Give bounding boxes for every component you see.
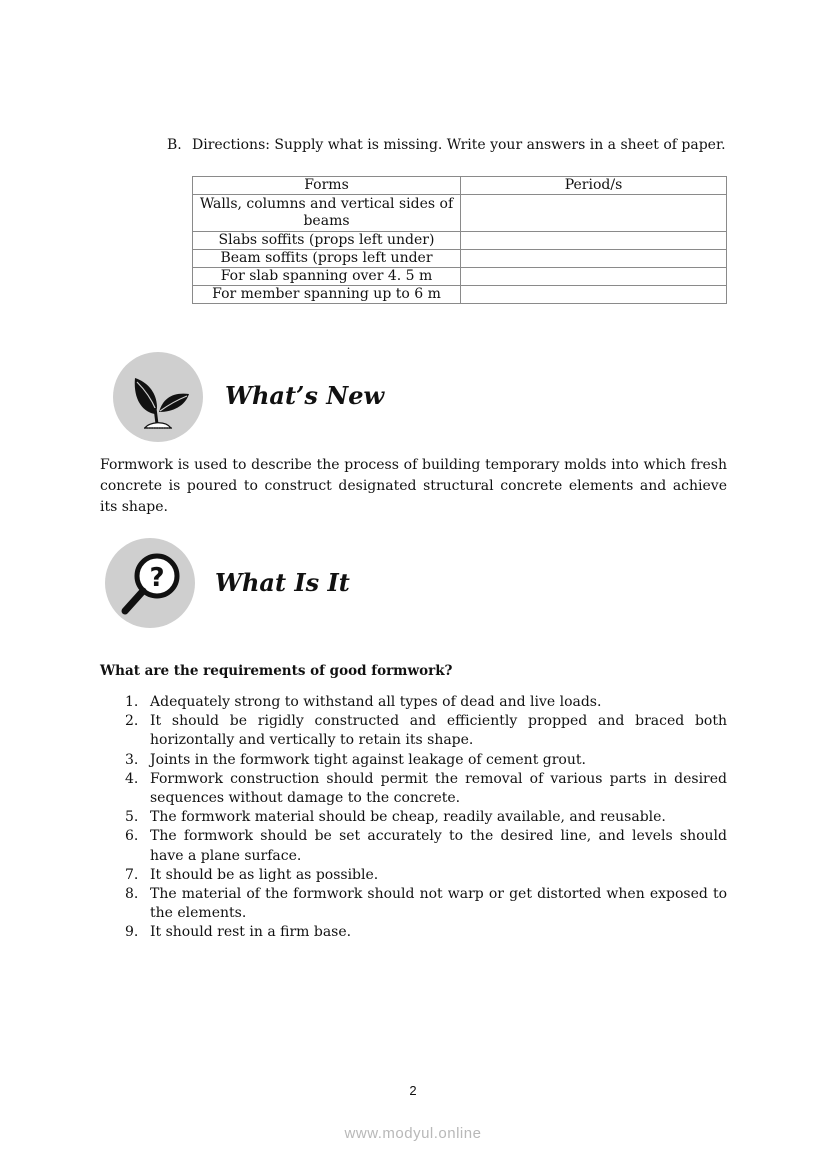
- item-text: Adequately strong to withstand all types of dead and live loads.: [150, 694, 602, 710]
- period-cell: [461, 232, 727, 250]
- item-number: 3.: [125, 751, 139, 768]
- table-header-row: [193, 177, 727, 195]
- item-number: 1.: [125, 694, 139, 710]
- list-item: [100, 751, 727, 770]
- item-text: It should rest in a firm base.: [150, 924, 352, 941]
- period-cell: [461, 286, 727, 304]
- table-row: [193, 195, 727, 232]
- table-row: [193, 232, 727, 250]
- list-item: [100, 712, 727, 750]
- item-number: 5.: [125, 809, 139, 826]
- item-number: 8.: [125, 886, 139, 903]
- item-text: The material of the formwork should not warp or get distorted when exposed to the elements.: [150, 886, 727, 922]
- whats-new-paragraph: Formwork is used to describe the process of building temporary molds into which fresh concrete is poured to construct designated structural concrete elements and achieve its shape.: [100, 457, 727, 515]
- column-header-forms: Forms: [193, 177, 461, 195]
- item-text: The formwork should be set accurately to the desired line, and levels should have a plane surface.: [150, 828, 727, 864]
- item-text: The formwork material should be cheap, readily available, and reusable.: [150, 809, 666, 826]
- period-cell: [461, 250, 727, 268]
- list-item: [100, 770, 727, 808]
- watermark: www.modyul.online: [344, 1125, 482, 1142]
- item-text: Joints in the formwork tight against leakage of cement grout.: [150, 751, 586, 768]
- page-number: 2: [409, 1083, 417, 1098]
- what-is-it-title: What Is It: [215, 568, 350, 597]
- period-cell: [461, 195, 727, 232]
- form-cell: For member spanning up to 6 m: [193, 286, 461, 304]
- list-item: [100, 885, 727, 923]
- activity-b-directions: [167, 135, 727, 155]
- item-number: 4.: [125, 770, 139, 787]
- form-cell: Slabs soffits (props left under): [193, 232, 461, 250]
- form-cell: Beam soffits (props left under: [193, 250, 461, 268]
- whats-new-icon-badge: [113, 352, 203, 442]
- list-item: [100, 808, 727, 827]
- what-is-it-icon-badge: [105, 538, 195, 628]
- list-item: [100, 866, 727, 885]
- activity-letter: B.: [167, 137, 182, 153]
- form-cell: For slab spanning over 4. 5 m: [193, 268, 461, 286]
- forms-period-table: [192, 176, 727, 304]
- item-text: It should be rigidly constructed and efficiently propped and braced both horizontally and vertically to retain its shape.: [150, 713, 727, 749]
- item-text: Formwork construction should permit the removal of various parts in desired sequences without damage to the concrete.: [150, 770, 727, 807]
- column-header-period: Period/s: [461, 177, 727, 195]
- item-number: 6.: [125, 828, 139, 845]
- requirements-question: What are the requirements of good formwork?: [100, 663, 453, 679]
- table-row: [193, 250, 727, 268]
- table-row: [193, 268, 727, 286]
- list-item: [100, 827, 727, 865]
- item-text: It should be as light as possible.: [150, 866, 379, 883]
- svg-text:?: ?: [149, 563, 165, 593]
- requirements-list: [100, 693, 727, 943]
- magnifier-question-icon: [105, 538, 195, 628]
- period-cell: [461, 268, 727, 286]
- directions-text: Directions: Supply what is missing. Write your answers in a sheet of paper.: [192, 137, 726, 153]
- form-cell: Walls, columns and vertical sides of beams: [193, 195, 461, 232]
- item-number: 9.: [125, 924, 139, 941]
- list-item: [100, 693, 727, 712]
- whats-new-title: What’s New: [225, 381, 385, 410]
- item-number: 7.: [125, 866, 139, 883]
- table-row: [193, 286, 727, 304]
- item-number: 2.: [125, 713, 139, 730]
- plant-sprout-icon: [113, 352, 203, 442]
- list-item: [100, 923, 727, 942]
